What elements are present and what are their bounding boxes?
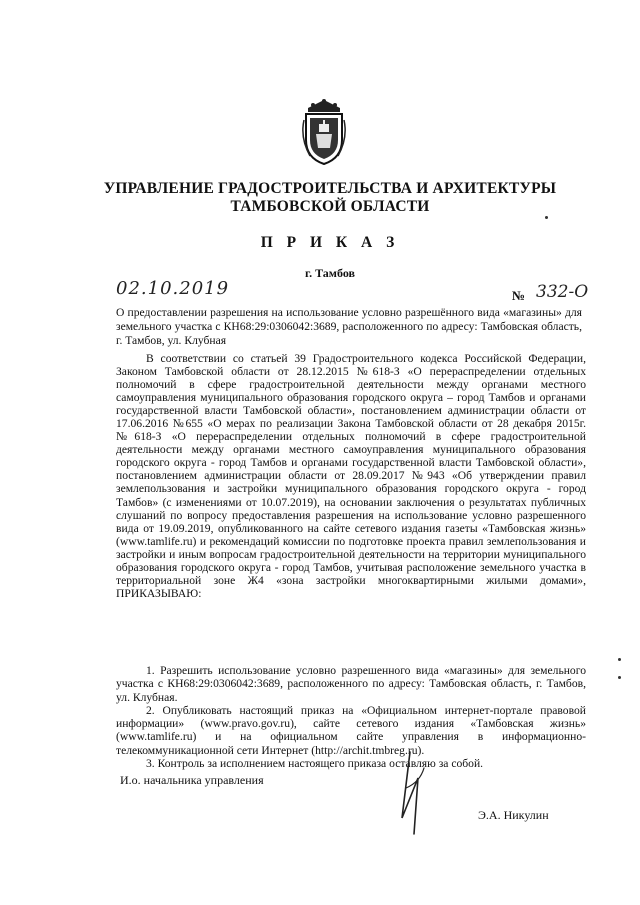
- handwritten-order-number: 332-О: [536, 282, 589, 302]
- scan-speck: [545, 216, 548, 219]
- coat-of-arms-icon: [300, 98, 348, 166]
- order-preamble: [116, 352, 586, 600]
- scan-speck: [618, 676, 621, 679]
- organization-name-line2: ТАМБОВСКОЙ ОБЛАСТИ: [230, 198, 430, 215]
- handwritten-signature: [380, 748, 440, 838]
- organization-name-line1: УПРАВЛЕНИЕ ГРАДОСТРОИТЕЛЬСТВА И АРХИТЕКТУРЫ: [103, 180, 557, 197]
- order-number-label: №: [512, 288, 526, 303]
- order-clause-1: 1. Разрешить использование условно разрешенного вида «магазины» для земельного участка с КН68:29:0306042:3689, расположенного по адресу: Тамбовская область, г. Тамбов, ул. Клубная.: [116, 664, 586, 704]
- scan-speck: [618, 658, 621, 661]
- preamble-paragraph: В соответствии со статьей 39 Градостроительного кодекса Российской Федерации, Законом Тамбовской области от 28.12.2015 №618-З «О перераспределении отдельных полномочий в сфере градостроительной деятельности между органами местного самоуправления муниципального образования городского округа – город Тамбов и органами государственной власти Тамбовской области», постановлением администрации области от 17.06.2016 №655 «О мерах по реализации Закона Тамбовской области от 28 декабря 2015г. №618-З «О перераспределении отдельных полномочий в сфере градостроительной деятельности между органами местного самоуправления муниципального образования городского округа - город Тамбов и органами государственной власти Тамбовской области», постановлением администрации области от 28.09.2017 №943 «Об утверждении правил землепользования и застройки муниципального образования городского округа - город Тамбов» (с изменениями от 10.07.2019), на основании заключения о результатах публичных слушаний по вопросу предоставления разрешения на использование условно разрешенного вида от 19.09.2019, опубликованного на сайте сетевого издания газеты «Тамбовская жизнь» (www.tamlife.ru) и рекомендаций комиссии по подготовке проекта правил землепользования и застройки и иным вопросам градостроительной деятельности на территории муниципального образования городского округа - город Тамбов, учитывая расположение земельного участка в территориальной зоне Ж4 «зона застройки многоквартирными жилыми домами», ПРИКАЗЫВАЮ:: [116, 352, 586, 600]
- signer-name: Э.А. Никулин: [478, 808, 549, 822]
- order-clause-3: 3. Контроль за исполнением настоящего приказа оставляю за собой.: [146, 757, 484, 771]
- order-clauses: [116, 664, 586, 770]
- document-type-title: П Р И К А З: [260, 234, 400, 251]
- signer-position: И.о. начальника управления: [120, 773, 264, 787]
- handwritten-date: 02.10.2019: [116, 278, 230, 299]
- city-label: г. Тамбов: [305, 266, 355, 280]
- order-clause-2: 2. Опубликовать настоящий приказ на «Официальном интернет-портале правовой информации» (www.pravo.gov.ru), сайте сетевого издания «Тамбовская жизнь» (www.tamlife.ru) и на официальном сайте управления в информационно-телекоммуникационной сети Интернет (http://archit.tmbreg.ru).: [116, 703, 586, 757]
- order-subject: О предоставлении разрешения на использование условно разрешённого вида «магазины» для земельного участка с КН68:29:0306042:3689, расположенного по адресу: Тамбовская область, г. Тамбов, ул. Клубная: [116, 306, 582, 347]
